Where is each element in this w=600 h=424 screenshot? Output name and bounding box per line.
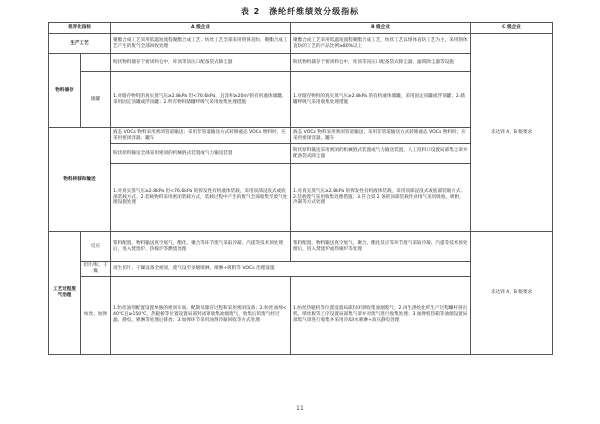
row-sub <box>81 54 111 72</box>
row-a: 1.对储存物料的真实蒸气压≥2.8kPa 但<76.6kPa，且容积≥20m³的有机液体储罐，采用固定顶罐或浮顶罐；2.所有物料储罐呼吸气采用收集处理措施 <box>111 72 291 128</box>
header-a: A 级企业 <box>111 23 291 34</box>
table-row <box>49 232 553 262</box>
row-c: 未达到 A、B 级要求 <box>471 232 553 355</box>
performance-table <box>48 22 553 355</box>
row-b: 1.纺丝热辊机等位置设置局部封闭罩收集油烟废气；2.再生涤纶化纤生产过程螺杆挤出机、喷丝板等工序设置局部集气罩并对废气进行收集处理；3.加弹机热箱等油烟设置局部集气罩进行收集并采用冷却/水喷淋+高压静电处理 <box>291 276 471 354</box>
row-category: 物料转移和输送 <box>49 128 111 232</box>
row-a: 浆料配置、物料输送真空尾气、酯化、聚合等环节废气采取冷凝、汽提等技术预处理后，进入焚烧炉、热媒炉等燃烧处理 <box>111 232 291 262</box>
page-number: 11 <box>296 405 304 412</box>
row-b: 液态 VOCs 物料采用密闭管道输送；采用非管道输送方式转移液态 VOCs 物料时，应采用密闭容器、罐车 <box>291 128 471 144</box>
row-c: 未达到 A、B 级要求 <box>471 34 553 232</box>
row-a: 聚酯合成工艺采用低温短流程聚酯合成工艺；纺丝工艺全部采用熔体直纺，聚酯合成工艺产生的废气全部回收处理 <box>111 34 291 54</box>
row-a: 1.纺丝油剂配置设置单独的密闭车间，配制及储存过程和采用密闭设备；2.纺丝油剂<40℃且≥150℃，热辊板等位置设置局部封闭罩收集油烟废气，收集后的废气经过滤、静电、喷淋等处理后排放；3.加弹环节采用油剂冷凝回收等方式处理 <box>111 276 291 354</box>
row-category: 物料储存 <box>49 54 81 128</box>
table-title: 表 2 涤纶纤维绩效分级指标 <box>240 7 360 16</box>
row-a: 再生切片、干燥设备全密闭，废气设至多级喷淋、喷淋+吸附等 VOCs 治理设施 <box>111 262 471 277</box>
row-b: 粉状原料输送采用密闭的机械链式装置或气力输送装置，人工投料口设置局部集尘罩并配备袋式除尘器 <box>291 144 471 164</box>
row-a: 1.对真实蒸气压≥2.8kPa 但<76.6kPa 的挥发性有机液体装载，采用顶部浸没式或底部装载方式；2.装载物料采用密闭装载方式，装载过程中产生的废气全部收集至废气处理设施处理 <box>111 164 291 232</box>
row-b: 粉状物料储存于密闭料仓中，库顶等顶压口配备袋式除尘器，滤筒除尘器等设施 <box>291 54 471 72</box>
row-sub: 切片/粒、干燥 <box>81 262 111 277</box>
row-sub: 反应 <box>81 232 111 262</box>
row-a: 液态 VOCs 物料采用密闭管道输送；采用非管道输送方式转移液态 VOCs 物料时，应采用密闭容器、罐车 <box>111 128 291 144</box>
row-a: 粉状原料输送全部采用密闭的机械链式装置或气力输送装置 <box>111 144 291 164</box>
row-b: 浆料配置、物料输送真空尾气、聚合、酯化反应等环节废气采取冷凝、汽提等技术预处理后，进入焚烧炉或热媒炉等处理 <box>291 232 471 262</box>
row-b: 聚酯合成工艺采用低温短流程聚酯合成工艺，纺丝工艺以熔体直纺工艺为主，采用熔体直纺的工艺的产品比例≥80%以上 <box>291 34 471 54</box>
header-b: B 级企业 <box>291 23 471 34</box>
header-indicator: 差异化指标 <box>49 23 111 34</box>
row-sub: 纺丝、加弹 <box>81 276 111 354</box>
row-b: 1.对真实蒸气压≥2.8kPa 的挥发性有机液体装载，采用顶部浸没式或底部装载方式；2.装载废气采用收集处理措施；3.符合第 2 条的顶部装载作业排气采用吸收、吸附、冷凝等方式处理 <box>291 164 471 232</box>
table-row <box>49 34 553 54</box>
row-sub: 储罐 <box>81 72 111 128</box>
row-a: 粉状物料储存于密闭料仓中，库顶等顶压口配备袋式除尘器 <box>111 54 291 72</box>
header-c: C 级企业 <box>471 23 553 34</box>
table-header-row <box>49 23 553 34</box>
row-category: 工艺过程废气治理 <box>49 232 81 355</box>
row-category: 生产工艺 <box>49 34 111 54</box>
row-b: 1.对储存物料的真实蒸气压≥2.8kPa 的有机液体储罐，采用固定顶罐或浮顶罐；2.储罐呼吸气采用收集处理措施 <box>291 72 471 128</box>
